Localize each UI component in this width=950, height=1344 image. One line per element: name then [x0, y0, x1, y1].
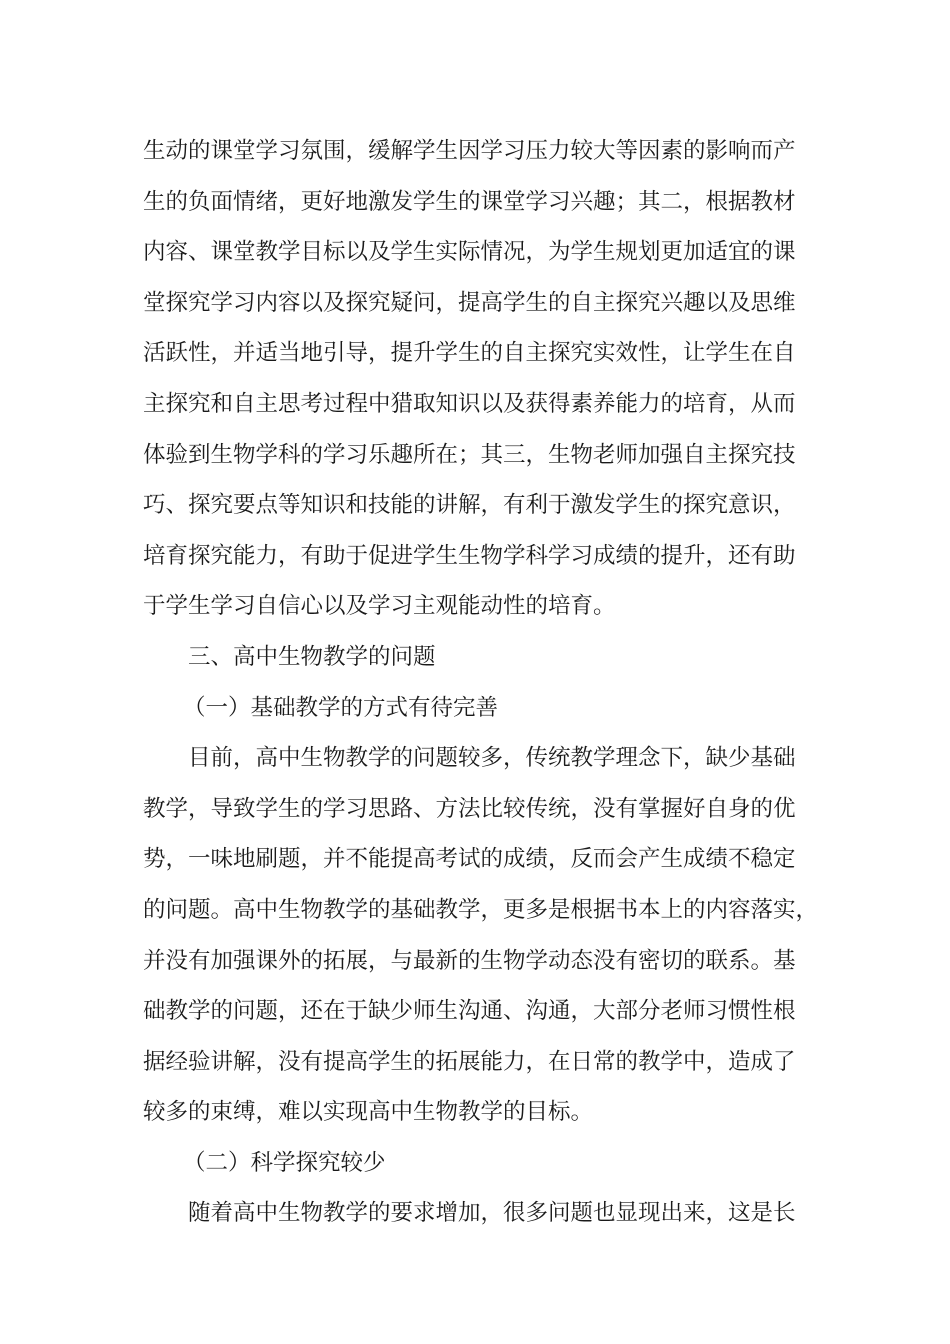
paragraph-line: 内容、课堂教学目标以及学生实际情况，为学生规划更加适宜的课 — [143, 239, 796, 266]
paragraph-line: 目前，高中生物教学的问题较多，传统教学理念下，缺少基础 — [188, 745, 796, 772]
paragraph-line: 体验到生物学科的学习乐趣所在；其三，生物老师加强自主探究技 — [143, 441, 796, 468]
paragraph-line: 较多的束缚，难以实现高中生物教学的目标。 — [143, 1099, 594, 1126]
paragraph-line: 势，一味地刷题，并不能提高考试的成绩，反而会产生成绩不稳定 — [143, 846, 796, 873]
paragraph-line: 巧、探究要点等知识和技能的讲解，有利于激发学生的探究意识， — [143, 492, 796, 519]
paragraph-line: 活跃性，并适当地引导，提升学生的自主探究实效性，让学生在自 — [143, 340, 796, 367]
paragraph-line: 于学生学习自信心以及学习主观能动性的培育。 — [143, 593, 616, 620]
paragraph-line: 生动的课堂学习氛围，缓解学生因学习压力较大等因素的影响而产 — [143, 138, 796, 164]
paragraph-line: 主探究和自主思考过程中猎取知识以及获得素养能力的培育，从而 — [143, 390, 796, 417]
paragraph-line: 随着高中生物教学的要求增加，很多问题也显现出来，这是长 — [188, 1200, 796, 1227]
document-body — [143, 126, 823, 1239]
paragraph-line: 教学，导致学生的学习思路、方法比较传统，没有掌握好自身的优 — [143, 795, 796, 822]
paragraph-line: 据经验讲解，没有提高学生的拓展能力，在日常的教学中，造成了 — [143, 1048, 796, 1075]
paragraph-line: 础教学的问题，还在于缺少师生沟通、沟通，大部分老师习惯性根 — [143, 998, 796, 1025]
subsection-heading: （二）科学探究较少 — [183, 1149, 386, 1176]
paragraph-line: 培育探究能力，有助于促进学生生物学科学习成绩的提升，还有助 — [143, 542, 796, 569]
section-heading: 三、高中生物教学的问题 — [188, 643, 436, 670]
paragraph-line: 的问题。高中生物教学的基础教学，更多是根据书本上的内容落实， — [143, 896, 819, 923]
paragraph-line: 生的负面情绪，更好地激发学生的课堂学习兴趣；其二，根据教材 — [143, 188, 796, 215]
paragraph-line: 堂探究学习内容以及探究疑问，提高学生的自主探究兴趣以及思维 — [143, 289, 796, 316]
subsection-heading: （一）基础教学的方式有待完善 — [183, 694, 499, 721]
paragraph-line: 并没有加强课外的拓展，与最新的生物学动态没有密切的联系。基 — [143, 947, 796, 974]
